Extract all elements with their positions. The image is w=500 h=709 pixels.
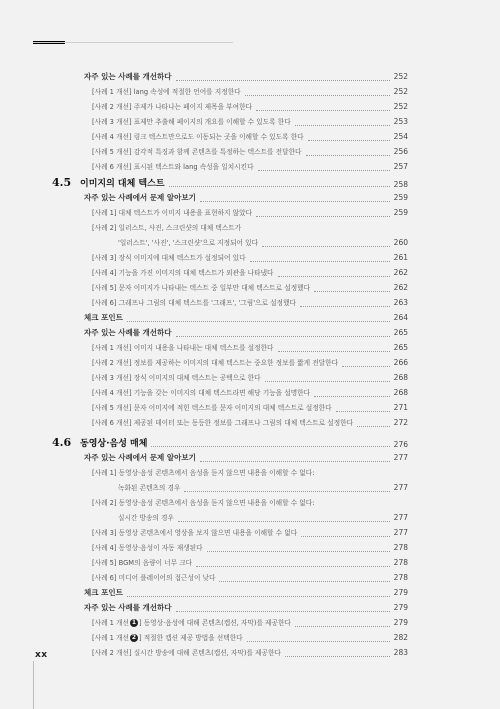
leader-dots — [196, 565, 390, 567]
item-label-pre: [사례 1 개선 — [92, 619, 129, 627]
page-number: 279 — [393, 603, 408, 612]
toc-item[interactable] — [92, 357, 408, 369]
page-number: 277 — [393, 483, 408, 492]
leader-dots — [336, 410, 390, 412]
page-number: 257 — [393, 162, 408, 171]
page-number: 279 — [393, 618, 408, 627]
leader-dots — [169, 186, 390, 187]
page-number: 277 — [393, 513, 408, 522]
item-label: [사례 6] 그래프나 그림의 대체 텍스트를 '그래프', '그림'으로 설정했다 — [92, 299, 296, 307]
page-number: 263 — [393, 298, 408, 307]
leader-dots — [314, 290, 390, 292]
toc-item[interactable] — [92, 542, 408, 554]
leader-dots — [245, 94, 390, 96]
leader-dots — [176, 79, 390, 81]
leader-dots — [314, 395, 390, 397]
page-number: 278 — [393, 543, 408, 552]
leader-dots — [247, 640, 390, 642]
toc-item[interactable] — [92, 342, 408, 354]
item-label: [사례 2 개선] 실시간 방송에 대해 콘텐츠(캡션, 자막)를 제공한다 — [92, 649, 281, 657]
page-number: 279 — [393, 588, 408, 597]
item-label: 녹화된 콘텐츠의 경우 — [118, 484, 181, 492]
leader-dots — [250, 260, 390, 262]
item-label: [사례 6 개선] 제공된 데이터 또는 동등한 정보를 그래프나 그림의 대체 텍스트로 설정한다 — [92, 419, 354, 427]
page-number: 256 — [393, 147, 408, 156]
page-number: 252 — [393, 72, 408, 81]
leader-dots — [127, 320, 390, 322]
item-label: [사례 6 개선] 표시된 텍스트와 lang 속성을 일치시킨다 — [92, 163, 254, 171]
item-label: 실시간 방송의 경우 — [118, 514, 174, 522]
toc-item[interactable] — [92, 101, 408, 113]
leader-dots — [301, 535, 390, 537]
page-number: 266 — [393, 358, 408, 367]
toc-section-4-6[interactable] — [52, 436, 408, 449]
item-label: [사례 1] 대체 텍스트가 이미지 내용을 표현하지 않았다 — [92, 209, 253, 217]
leader-dots — [265, 380, 390, 382]
page-number: 268 — [393, 373, 408, 382]
circled-number-icon: 2 — [131, 634, 137, 641]
toc-item[interactable] — [92, 372, 408, 384]
toc-subsection[interactable] — [84, 452, 408, 464]
item-label: [사례 1] 동영상·음성 콘텐츠에서 음성을 듣지 않으면 내용을 이해할 수 없다: — [92, 469, 315, 477]
subsection-title: 자주 있는 사례를 개선하다 — [84, 72, 172, 81]
item-label: [사례 4 개선] 링크 텍스트만으로도 이동되는 곳을 이해할 수 있도록 한다 — [92, 133, 304, 141]
subsection-title: 체크 포인트 — [84, 313, 123, 322]
toc-subsection[interactable] — [84, 312, 408, 324]
toc-item[interactable] — [92, 527, 408, 539]
toc-item-continuation[interactable] — [118, 482, 408, 494]
leader-dots — [200, 200, 390, 202]
toc-section-4-5[interactable] — [52, 176, 408, 189]
page-number: 260 — [393, 238, 408, 247]
item-label: [사례 2] 동영상·음성 콘텐츠에서 음성을 듣지 않으면 내용을 이해할 수 없다: — [92, 499, 315, 507]
item-label: [사례 2 개선] 주제가 나타나는 페이지 제목을 부여한다 — [92, 103, 253, 111]
page-number: 268 — [393, 388, 408, 397]
subsection-title: 자주 있는 사례를 개선하다 — [84, 328, 172, 337]
leader-dots — [127, 595, 390, 597]
page-number: 262 — [393, 283, 408, 292]
item-label: [사례 6] 미디어 플레이어의 접근성이 낮다 — [92, 574, 216, 582]
toc-item[interactable] — [92, 222, 408, 234]
page-number: 253 — [393, 117, 408, 126]
page-number: 272 — [393, 418, 408, 427]
item-label: [사례 4] 동영상·음성이 자동 재생된다 — [92, 544, 203, 552]
section-number: 4.6 — [52, 436, 72, 449]
page-number: 252 — [393, 87, 408, 96]
item-label-post: ] 동영상·음성에 대해 콘텐츠(캡션, 자막)를 제공한다 — [138, 619, 291, 627]
toc-item[interactable] — [92, 632, 408, 644]
item-label: '일러스트', '사진', '스크린샷'으로 지정되어 있다 — [118, 239, 259, 247]
item-label: [사례 5 개선] 문자 이미지에 적힌 텍스트를 문자 이미지의 대체 텍스트로 설정한다 — [92, 404, 332, 412]
footer-rule — [33, 661, 34, 709]
page-number: 278 — [393, 573, 408, 582]
subsection-title: 체크 포인트 — [84, 588, 123, 597]
page-number: 258 — [393, 180, 408, 189]
page-number: 264 — [393, 313, 408, 322]
item-label-post: ] 적절한 캡션 제공 방법을 선택한다 — [138, 634, 243, 642]
item-label: [사례 3 개선] 표제만 추출해 페이지의 개요를 이해할 수 있도록 한다 — [92, 118, 291, 126]
toc-item[interactable] — [92, 252, 408, 264]
leader-dots — [285, 655, 390, 657]
toc-item[interactable] — [92, 207, 408, 219]
leader-dots — [306, 154, 390, 156]
leader-dots — [256, 109, 390, 111]
leader-dots — [200, 460, 390, 462]
toc-subsection[interactable] — [84, 587, 408, 599]
page-number: 277 — [393, 528, 408, 537]
leader-dots — [300, 305, 390, 307]
subsection-title: 자주 있는 사례에서 문제 알아보기 — [84, 453, 196, 462]
toc-item[interactable] — [92, 572, 408, 584]
leader-dots — [256, 215, 390, 217]
leader-dots — [295, 625, 390, 627]
toc-item[interactable] — [92, 647, 408, 659]
toc-item[interactable] — [92, 467, 408, 479]
item-label: [사례 2 개선] 정보를 제공하는 이미지의 대체 텍스트는 중요한 정보를 짧게 전달한다 — [92, 359, 339, 367]
leader-dots — [258, 169, 390, 171]
leader-dots — [342, 365, 390, 367]
page-number: 259 — [393, 208, 408, 217]
toc-item-continuation[interactable] — [118, 512, 408, 524]
page-number: 283 — [393, 648, 408, 657]
toc-item-continuation[interactable] — [118, 237, 408, 249]
page-number: 254 — [393, 132, 408, 141]
page-number: 259 — [393, 193, 408, 202]
page-number: 252 — [393, 102, 408, 111]
leader-dots — [308, 139, 390, 141]
item-label — [92, 617, 291, 629]
leader-dots — [207, 550, 390, 552]
leader-dots — [278, 350, 390, 352]
item-label-pre: [사례 1 개선 — [92, 634, 129, 642]
item-label: [사례 5 개선] 감각적 특징과 함께 콘텐츠를 특정하는 텍스트를 전달한다 — [92, 148, 302, 156]
leader-dots — [184, 490, 389, 492]
toc-item[interactable] — [92, 417, 408, 429]
toc-subsection[interactable] — [84, 192, 408, 204]
leader-dots — [278, 275, 390, 277]
leader-dots — [219, 580, 389, 582]
item-label: [사례 4] 기능을 가진 이미지의 대체 텍스트가 외관을 나타냈다 — [92, 269, 274, 277]
toc-item[interactable] — [92, 557, 408, 569]
toc-item[interactable] — [92, 146, 408, 158]
leader-dots — [178, 520, 390, 522]
page-number: 278 — [393, 558, 408, 567]
item-label: [사례 1 개선] 이미지 내용을 나타내는 대체 텍스트를 설정한다 — [92, 344, 274, 352]
toc-item[interactable] — [92, 387, 408, 399]
item-label — [92, 632, 243, 644]
leader-dots — [176, 335, 390, 337]
leader-dots — [295, 124, 390, 126]
item-label: [사례 3] 장식 이미지에 대체 텍스트가 설정되어 있다 — [92, 254, 246, 262]
item-label: [사례 3] 동영상 콘텐츠에서 영상을 보지 않으면 내용을 이해할 수 없다 — [92, 529, 298, 537]
leader-dots — [176, 610, 390, 612]
item-label: [사례 4 개선] 기능을 갖는 이미지의 대체 텍스트라면 해당 기능을 설명한다 — [92, 389, 311, 397]
circled-number-icon: 1 — [131, 619, 137, 626]
toc-item[interactable] — [92, 617, 408, 629]
page-number: 276 — [393, 440, 408, 449]
toc-item[interactable] — [92, 402, 408, 414]
item-label: [사례 5] 문자 이미지가 나타내는 텍스트 중 일부만 대체 텍스트로 설정했다 — [92, 284, 311, 292]
page-number: 277 — [393, 453, 408, 462]
toc-item[interactable] — [92, 297, 408, 309]
toc-subsection[interactable] — [84, 327, 408, 339]
section-number: 4.5 — [52, 176, 72, 189]
subsection-title: 자주 있는 사례를 개선하다 — [84, 603, 172, 612]
toc-subsection[interactable] — [84, 602, 408, 614]
item-label: [사례 2] 일러스트, 사진, 스크린샷의 대체 텍스트가 — [92, 224, 242, 232]
toc-item[interactable] — [92, 116, 408, 128]
toc-item[interactable] — [92, 86, 408, 98]
toc-item[interactable] — [92, 282, 408, 294]
leader-dots — [151, 446, 389, 447]
page-number: 261 — [393, 253, 408, 262]
leader-dots — [262, 245, 390, 247]
page-number: 262 — [393, 268, 408, 277]
page-number: 265 — [393, 328, 408, 337]
toc-item[interactable] — [92, 497, 408, 509]
toc-item[interactable] — [92, 161, 408, 173]
item-label: [사례 3 개선] 장식 이미지의 대체 텍스트는 공백으로 한다 — [92, 374, 261, 382]
section-title: 이미지의 대체 텍스트 — [80, 179, 165, 189]
leader-dots — [357, 425, 390, 427]
toc-subsection[interactable] — [84, 71, 408, 83]
toc-item[interactable] — [92, 131, 408, 143]
item-label: [사례 1 개선] lang 속성에 적절한 언어를 지정한다 — [92, 88, 241, 96]
page-number: 271 — [393, 403, 408, 412]
item-label: [사례 5] BGM의 음량이 너무 크다 — [92, 559, 193, 567]
folio-page-number: xx — [35, 650, 48, 660]
toc-item[interactable] — [92, 267, 408, 279]
page-number: 282 — [393, 633, 408, 642]
subsection-title: 자주 있는 사례에서 문제 알아보기 — [84, 193, 196, 202]
page-number: 265 — [393, 343, 408, 352]
section-title: 동영상·음성 매체 — [80, 439, 148, 449]
